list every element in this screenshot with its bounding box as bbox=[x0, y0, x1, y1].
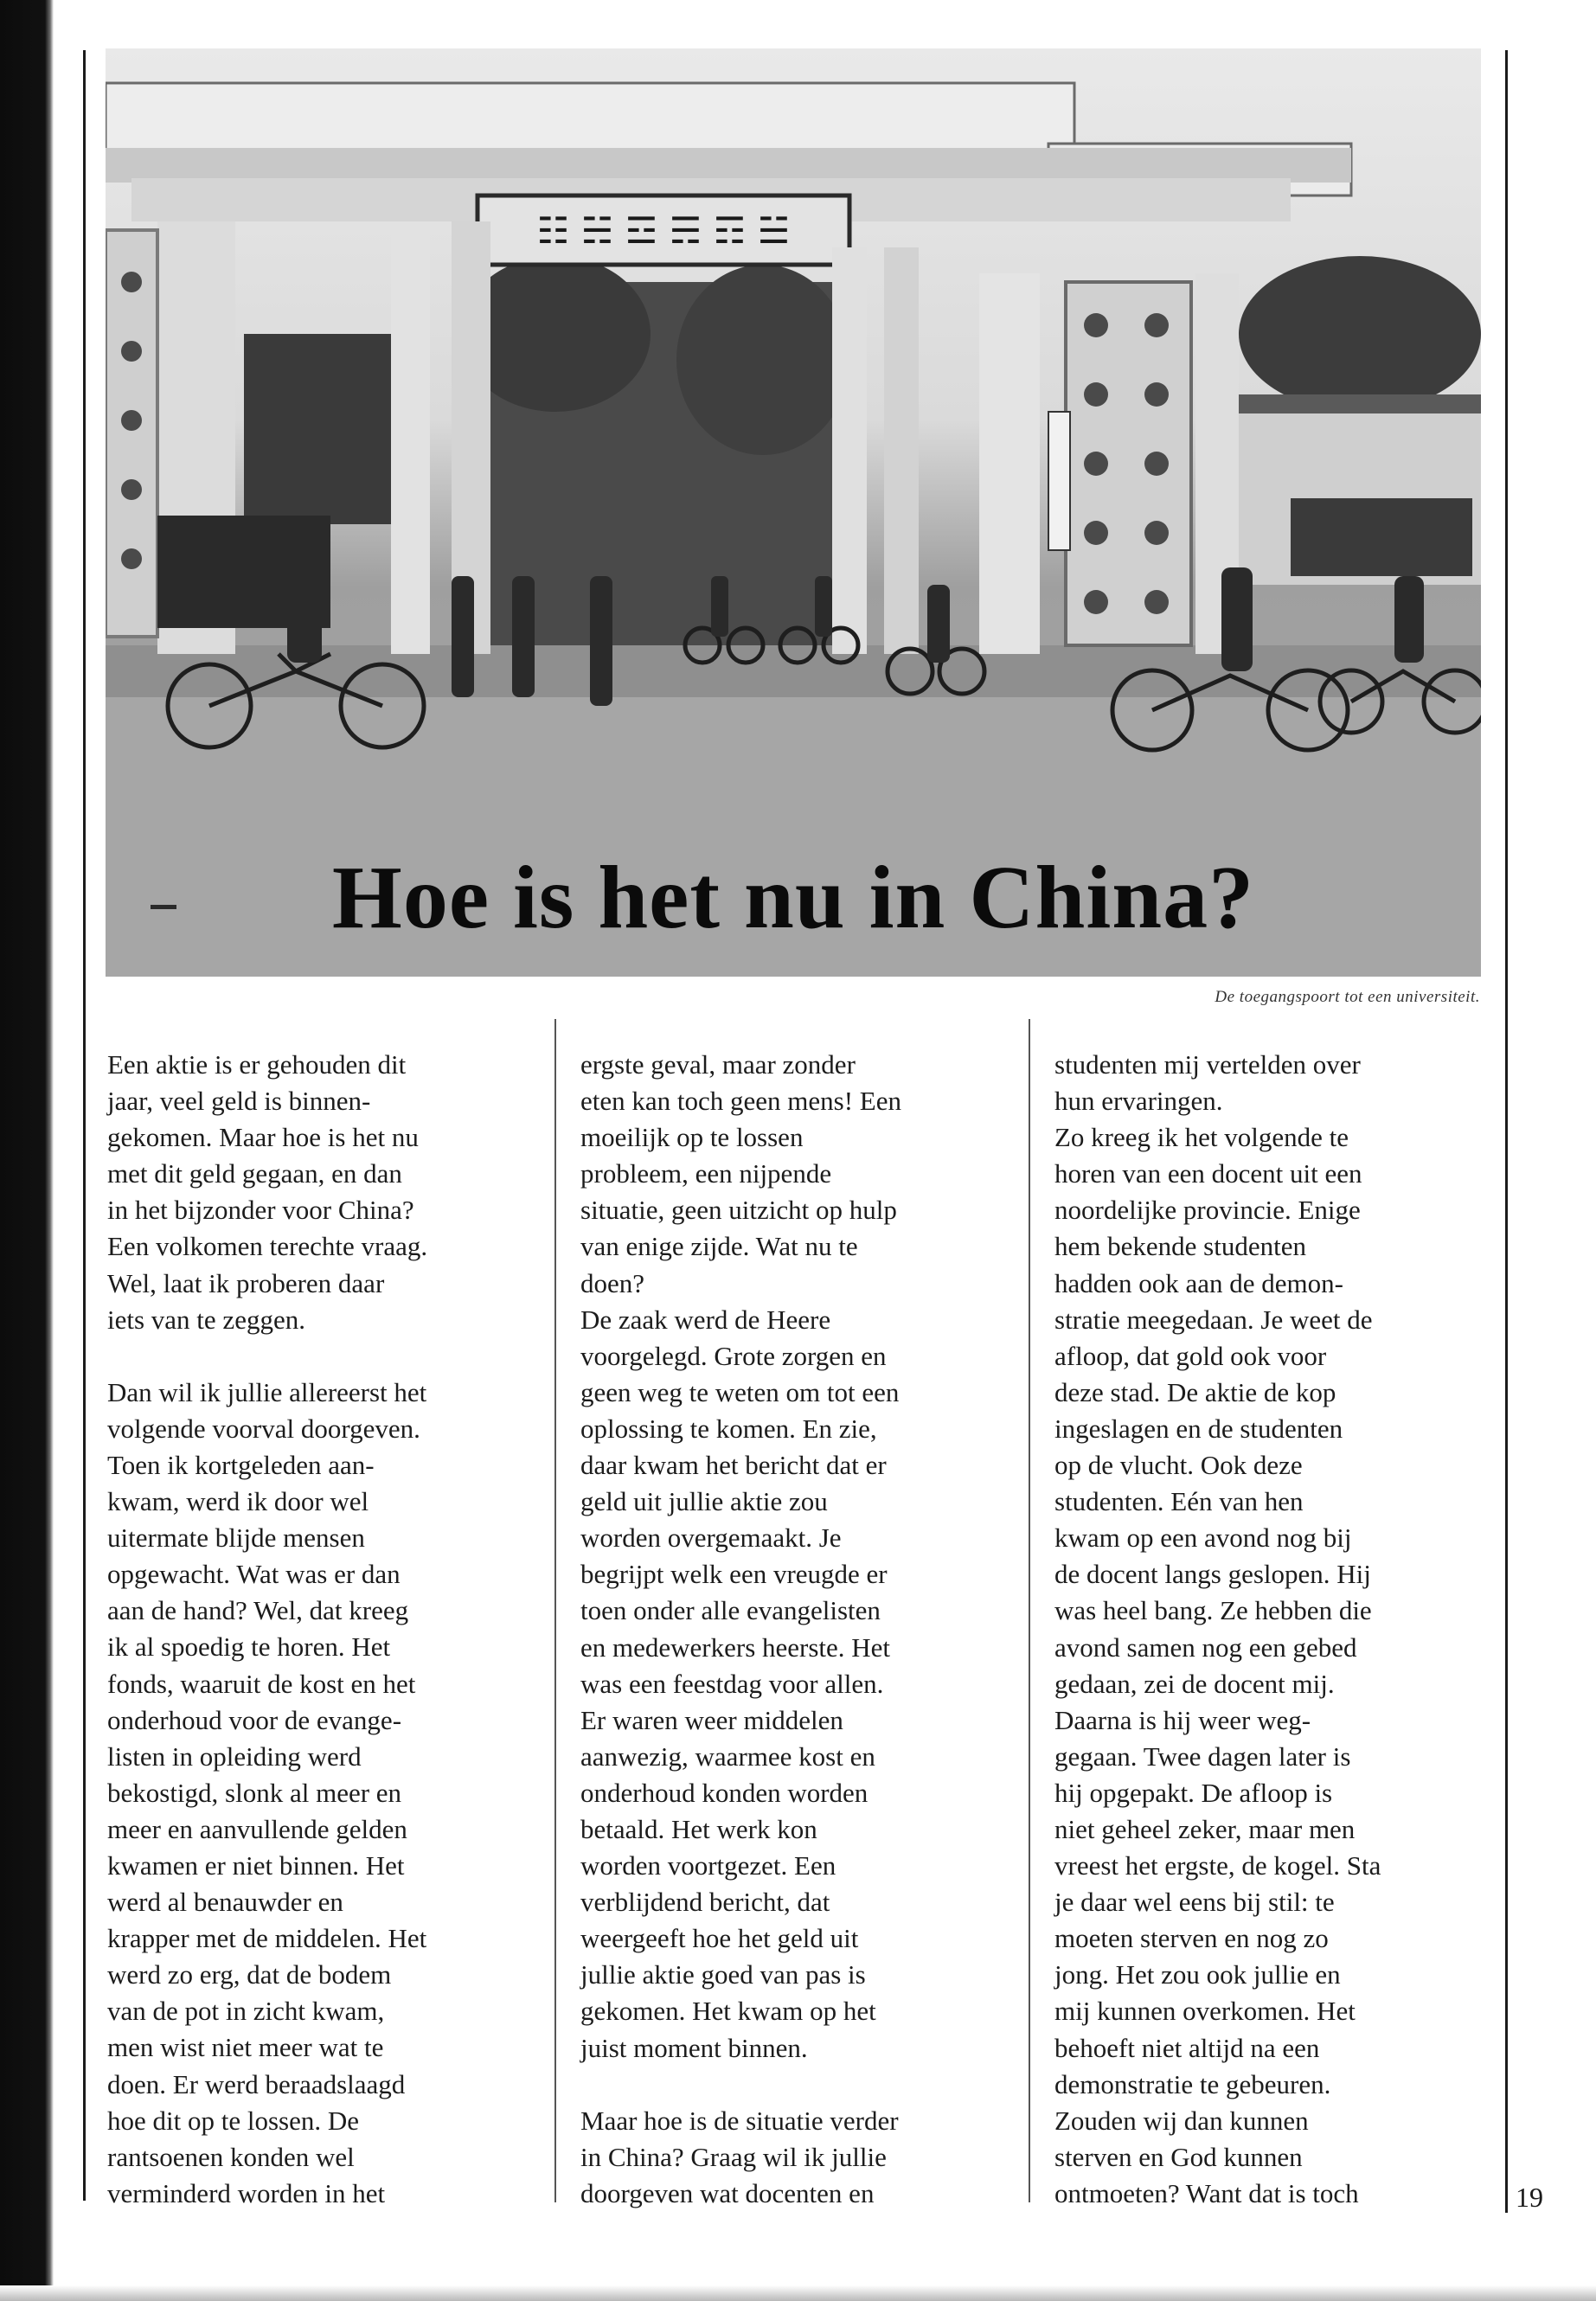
text-line: Een aktie is er gehouden dit bbox=[107, 1049, 407, 1080]
text-line: toen onder alle evangelisten bbox=[580, 1595, 881, 1626]
text-line: de docent langs geslopen. Hij bbox=[1054, 1559, 1371, 1590]
text-line: kwam op een avond nog bij bbox=[1054, 1522, 1352, 1554]
text-line: bekostigd, slonk al meer en bbox=[107, 1777, 402, 1808]
text-line: geen weg te weten om tot een bbox=[580, 1376, 900, 1407]
text-line: doorgeven wat docenten en bbox=[580, 2177, 875, 2208]
text-line: sterven en God kunnen bbox=[1054, 2141, 1303, 2172]
text-line: gedaan, zei de docent mij. bbox=[1054, 1668, 1335, 1699]
text-line: Zouden wij dan kunnen bbox=[1054, 2105, 1309, 2136]
text-line: stratie meegedaan. Je weet de bbox=[1054, 1304, 1373, 1335]
text-line: gekomen. Maar hoe is het nu bbox=[107, 1122, 419, 1153]
header-photo bbox=[106, 48, 1481, 977]
text-line: van enige zijde. Wat nu te bbox=[580, 1231, 858, 1262]
text-line: kwam, werd ik door wel bbox=[107, 1486, 369, 1517]
text-line: De zaak werd de Heere bbox=[580, 1304, 831, 1335]
text-line: men wist niet meer wat te bbox=[107, 2032, 384, 2063]
text-line: volgende voorval doorgeven. bbox=[107, 1413, 420, 1444]
text-line: Daarna is hij weer weg- bbox=[1054, 1704, 1311, 1735]
text-line: hem bekende studenten bbox=[1054, 1231, 1306, 1262]
text-line: onderhoud konden worden bbox=[580, 1777, 869, 1808]
text-line: voorgelegd. Grote zorgen en bbox=[580, 1340, 887, 1371]
text-line: hij opgepakt. De afloop is bbox=[1054, 1777, 1333, 1808]
text-column-3 bbox=[1054, 1047, 1487, 2212]
page-number: 19 bbox=[1516, 2182, 1543, 2213]
text-line: aanwezig, waarmee kost en bbox=[580, 1740, 875, 1772]
text-line: onderhoud voor de evange- bbox=[107, 1704, 402, 1735]
text-line: Een volkomen terechte vraag. bbox=[107, 1231, 428, 1262]
text-line: betaald. Het werk kon bbox=[580, 1813, 817, 1844]
text-line: behoeft niet altijd na een bbox=[1054, 2032, 1320, 2063]
paragraph-gap bbox=[580, 2067, 1013, 2103]
left-border-rule bbox=[83, 50, 86, 2201]
text-line: niet geheel zeker, maar men bbox=[1054, 1813, 1356, 1844]
page-edge-left bbox=[0, 0, 54, 2301]
page-edge-bottom bbox=[0, 2285, 1596, 2301]
text-line: eten kan toch geen mens! Een bbox=[580, 1086, 901, 1117]
text-line: oplossing te komen. En zie, bbox=[580, 1413, 877, 1444]
text-line: aan de hand? Wel, dat kreeg bbox=[107, 1595, 409, 1626]
text-line: werd al benauwder en bbox=[107, 1887, 343, 1918]
text-line: van de pot in zicht kwam, bbox=[107, 1996, 385, 2027]
text-line: studenten. Eén van hen bbox=[1054, 1486, 1304, 1517]
text-line: probleem, een nijpende bbox=[580, 1158, 832, 1189]
text-line: avond samen nog een gebed bbox=[1054, 1631, 1357, 1663]
text-line: studenten mij vertelden over bbox=[1054, 1049, 1361, 1080]
text-line: Dan wil ik jullie allereerst het bbox=[107, 1376, 427, 1407]
text-line: demonstratie te gebeuren. bbox=[1054, 2068, 1331, 2099]
text-line: ingeslagen en de studenten bbox=[1054, 1413, 1343, 1444]
text-line: verminderd worden in het bbox=[107, 2177, 386, 2208]
text-column-2 bbox=[580, 1047, 1013, 2212]
text-line: begrijpt welk een vreugde er bbox=[580, 1559, 888, 1590]
paragraph-gap bbox=[107, 1338, 540, 1375]
text-line: Zo kreeg ik het volgende te bbox=[1054, 1122, 1349, 1153]
text-line: doen? bbox=[580, 1267, 645, 1298]
text-line: fonds, waaruit de kost en het bbox=[107, 1668, 416, 1699]
text-line: worden overgemaakt. Je bbox=[580, 1522, 842, 1554]
text-line: vreest het ergste, de kogel. Sta bbox=[1054, 1850, 1381, 1881]
text-line: deze stad. De aktie de kop bbox=[1054, 1376, 1336, 1407]
text-line: Maar hoe is de situatie verder bbox=[580, 2105, 899, 2136]
text-line: verblijdend bericht, dat bbox=[580, 1887, 830, 1918]
text-line: ik al spoedig te horen. Het bbox=[107, 1631, 391, 1663]
article-headline: Hoe is het nu in China? bbox=[331, 848, 1255, 947]
text-line: ergste geval, maar zonder bbox=[580, 1049, 856, 1080]
text-line: hoe dit op te lossen. De bbox=[107, 2105, 360, 2136]
text-line: was heel bang. Ze hebben die bbox=[1054, 1595, 1372, 1626]
text-line: weergeeft hoe het geld uit bbox=[580, 1923, 859, 1954]
text-line: daar kwam het bericht dat er bbox=[580, 1450, 887, 1481]
text-line: ontmoeten? Want dat is toch bbox=[1054, 2177, 1359, 2208]
text-line: gekomen. Het kwam op het bbox=[580, 1996, 876, 2027]
photo-caption: De toegangspoort tot een universiteit. bbox=[1215, 988, 1480, 1006]
text-line: horen van een docent uit een bbox=[1054, 1158, 1362, 1189]
university-gate-illustration bbox=[106, 48, 1481, 977]
text-line: kwamen er niet binnen. Het bbox=[107, 1849, 405, 1881]
text-line: mij kunnen overkomen. Het bbox=[1054, 1996, 1356, 2027]
text-line: geld uit jullie aktie zou bbox=[580, 1486, 828, 1517]
text-line: meer en aanvullende gelden bbox=[107, 1813, 407, 1844]
text-line: noordelijke provincie. Enige bbox=[1054, 1195, 1361, 1226]
text-line: Toen ik kortgeleden aan- bbox=[107, 1449, 375, 1480]
text-line: moeten sterven en nog zo bbox=[1054, 1923, 1329, 1954]
text-line: moeilijk op te lossen bbox=[580, 1122, 804, 1153]
text-line: Er waren weer middelen bbox=[580, 1704, 843, 1735]
text-column-1 bbox=[107, 1047, 540, 2212]
text-line: listen in opleiding werd bbox=[107, 1740, 362, 1772]
text-line: in het bijzonder voor China? bbox=[107, 1195, 414, 1226]
text-line: opgewacht. Wat was er dan bbox=[107, 1559, 401, 1590]
text-line: op de vlucht. Ook deze bbox=[1054, 1450, 1303, 1481]
column-divider-2 bbox=[1029, 1019, 1030, 2202]
text-line: werd zo erg, dat de bodem bbox=[107, 1959, 392, 1990]
text-line: situatie, geen uitzicht op hulp bbox=[580, 1195, 897, 1226]
column-divider-1 bbox=[554, 1019, 556, 2202]
text-line: rantsoenen konden wel bbox=[107, 2141, 355, 2172]
text-line: juist moment binnen. bbox=[580, 2032, 808, 2063]
text-line: jullie aktie goed van pas is bbox=[580, 1959, 866, 1990]
text-line: hun ervaringen. bbox=[1054, 1086, 1223, 1117]
text-line: uitermate blijde mensen bbox=[107, 1522, 365, 1554]
text-line: met dit geld gegaan, en dan bbox=[107, 1158, 402, 1189]
text-line: krapper met de middelen. Het bbox=[107, 1923, 427, 1954]
text-line: in China? Graag wil ik jullie bbox=[580, 2141, 887, 2172]
text-line: iets van te zeggen. bbox=[107, 1304, 305, 1335]
right-border-rule bbox=[1505, 50, 1508, 2213]
text-line: gegaan. Twee dagen later is bbox=[1054, 1740, 1351, 1772]
text-line: worden voortgezet. Een bbox=[580, 1850, 836, 1881]
text-line: Wel, laat ik proberen daar bbox=[107, 1267, 385, 1298]
text-line: je daar wel eens bij stil: te bbox=[1054, 1887, 1335, 1918]
text-line: doen. Er werd beraadslaagd bbox=[107, 2068, 406, 2099]
text-line: jong. Het zou ook jullie en bbox=[1054, 1959, 1341, 1990]
text-line: en medewerkers heerste. Het bbox=[580, 1631, 891, 1663]
svg-text:☷ ☵ ☲ ☴ ☶ ☱: ☷ ☵ ☲ ☴ ☶ ☱ bbox=[536, 209, 791, 252]
text-line: jaar, veel geld is binnen- bbox=[107, 1086, 371, 1117]
text-line: was een feestdag voor allen. bbox=[580, 1668, 884, 1699]
text-line: afloop, dat gold ook voor bbox=[1054, 1340, 1327, 1371]
text-line: hadden ook aan de demon- bbox=[1054, 1267, 1343, 1298]
